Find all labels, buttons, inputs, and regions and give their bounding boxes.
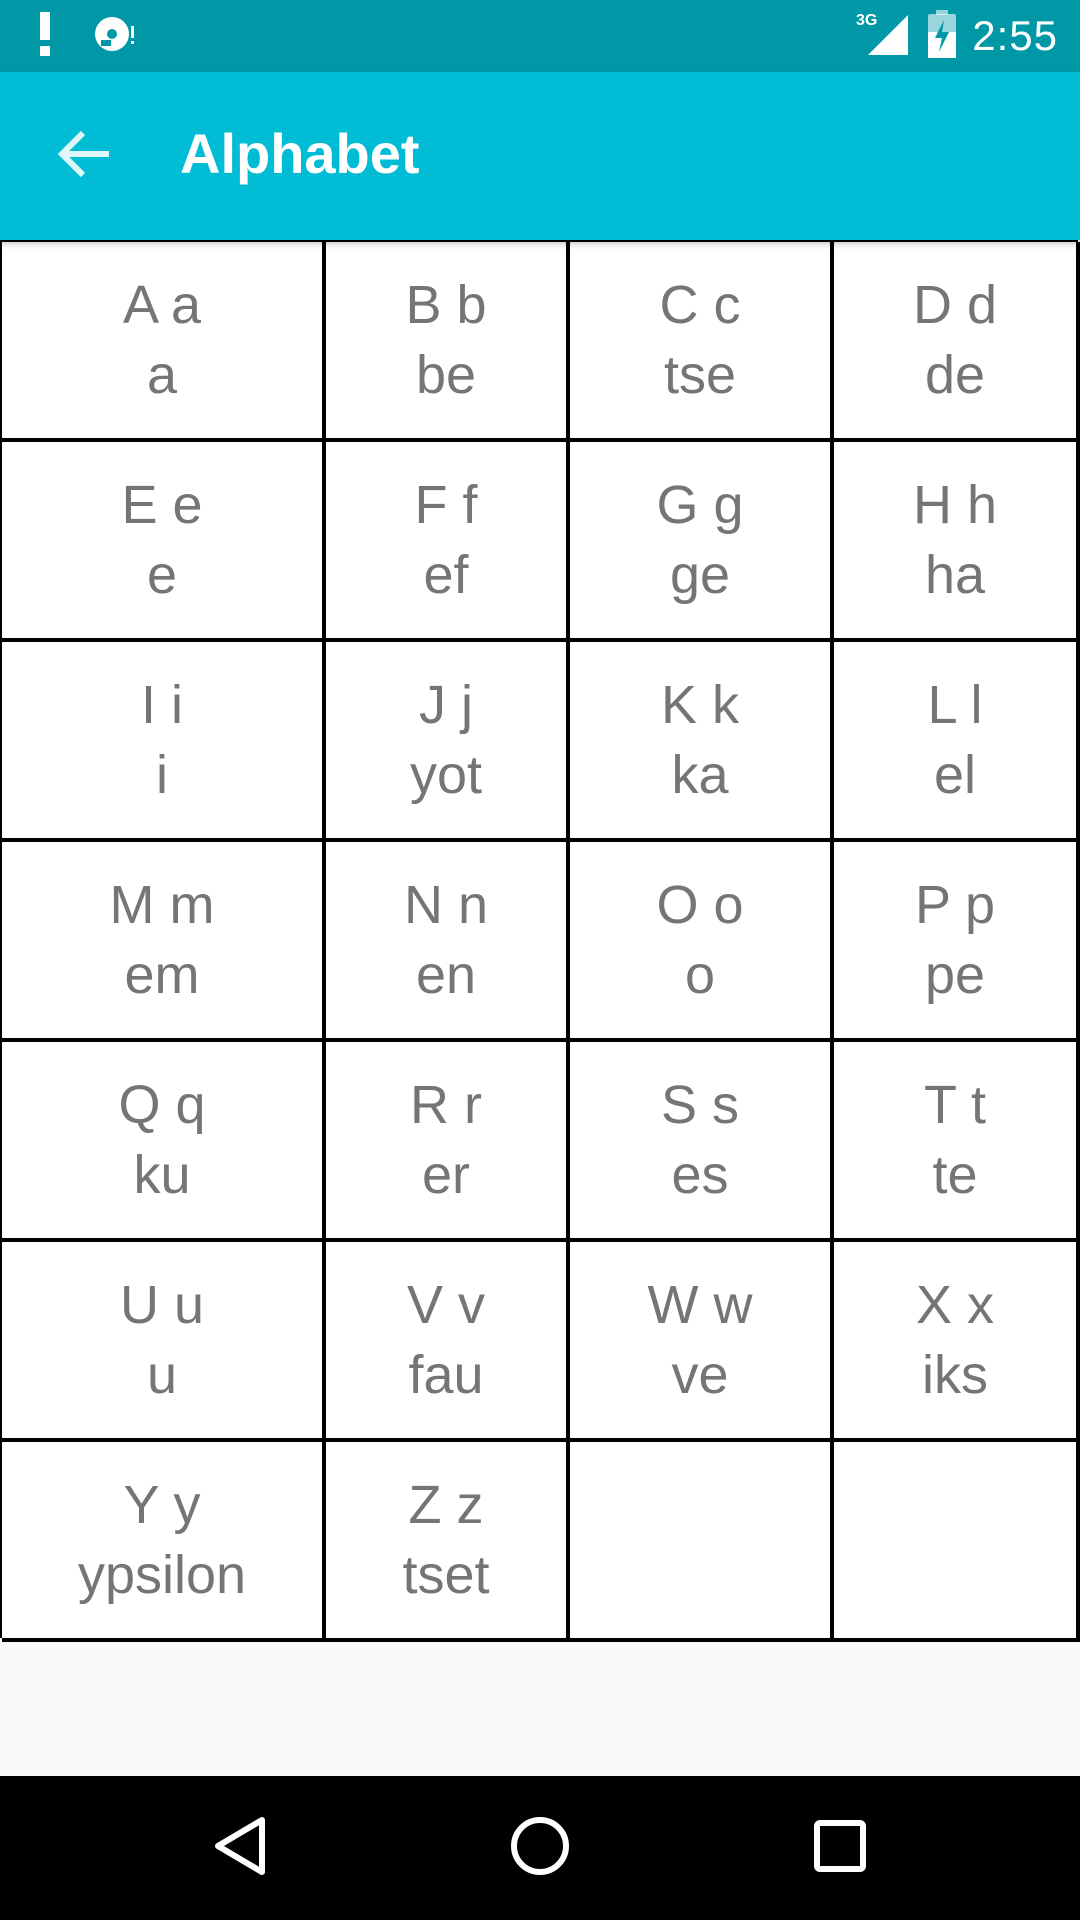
letter-name: ka — [671, 745, 729, 805]
letter-name: er — [421, 1145, 470, 1205]
letter-cell-x[interactable] — [834, 1242, 1080, 1442]
letter-pair: M m — [109, 875, 215, 935]
letter-pair: E e — [121, 475, 203, 535]
letter-pair: V v — [406, 1275, 486, 1335]
letter-name: yot — [409, 745, 483, 805]
app-bar — [0, 72, 1080, 240]
letter-pair: P p — [914, 875, 996, 935]
letter-cell-k[interactable] — [570, 642, 834, 842]
letter-cell-p[interactable] — [834, 842, 1080, 1042]
letter-pair: H h — [912, 475, 998, 535]
status-clock: 2:55 — [972, 12, 1058, 59]
letter-pair: F f — [414, 475, 478, 535]
letter-pair: Q q — [118, 1075, 206, 1135]
nav-back-button[interactable] — [200, 1808, 280, 1888]
letter-cell-a[interactable] — [2, 242, 326, 442]
signal-3g-icon — [856, 11, 912, 62]
letter-name: ge — [669, 545, 731, 605]
letter-pair: A a — [122, 275, 202, 335]
letter-pair: L l — [927, 675, 983, 735]
nav-recents-icon — [812, 1818, 868, 1879]
navigation-bar — [0, 1776, 1080, 1920]
letter-pair: X x — [915, 1275, 995, 1335]
nav-recents-button[interactable] — [800, 1808, 880, 1888]
letter-name: ku — [133, 1145, 191, 1205]
letter-name: ha — [924, 545, 986, 605]
letter-name: ypsilon — [77, 1545, 247, 1605]
letter-pair: S s — [660, 1075, 740, 1135]
letter-pair: K k — [660, 675, 740, 735]
letter-name: u — [146, 1345, 178, 1405]
letter-name: ef — [423, 545, 469, 605]
letter-name: e — [146, 545, 178, 605]
letter-pair: J j — [419, 675, 473, 735]
letter-pair: Z z — [408, 1475, 484, 1535]
letter-name: ve — [671, 1345, 729, 1405]
letter-cell-r[interactable] — [326, 1042, 570, 1242]
empty-cell — [834, 1442, 1080, 1642]
letter-pair: U u — [119, 1275, 205, 1335]
empty-cell — [570, 1442, 834, 1642]
letter-cell-d[interactable] — [834, 242, 1080, 442]
letter-cell-z[interactable] — [326, 1442, 570, 1642]
letter-pair: T t — [923, 1075, 986, 1135]
alert-icon — [38, 12, 52, 61]
letter-pair: Y y — [123, 1475, 201, 1535]
letter-cell-y[interactable] — [2, 1442, 326, 1642]
battery-charging-icon — [926, 10, 958, 63]
letter-pair: B b — [405, 275, 487, 335]
letter-cell-b[interactable] — [326, 242, 570, 442]
letter-name: pe — [924, 945, 986, 1005]
letter-name: tse — [663, 345, 737, 405]
letter-name: te — [932, 1145, 978, 1205]
letter-cell-v[interactable] — [326, 1242, 570, 1442]
letter-name: o — [684, 945, 716, 1005]
letter-pair: W w — [647, 1275, 753, 1335]
letter-cell-l[interactable] — [834, 642, 1080, 842]
letter-cell-n[interactable] — [326, 842, 570, 1042]
letter-pair: C c — [659, 275, 741, 335]
letter-cell-c[interactable] — [570, 242, 834, 442]
letter-cell-e[interactable] — [2, 442, 326, 642]
letter-name: i — [156, 745, 168, 805]
letter-cell-s[interactable] — [570, 1042, 834, 1242]
letter-name: es — [671, 1145, 729, 1205]
letter-pair: I i — [140, 675, 183, 735]
nav-home-button[interactable] — [500, 1808, 580, 1888]
letter-pair: O o — [656, 875, 744, 935]
letter-pair: N n — [403, 875, 489, 935]
page-title: Alphabet — [180, 122, 420, 185]
letter-cell-j[interactable] — [326, 642, 570, 842]
letter-pair: R r — [410, 1075, 482, 1135]
letter-name: el — [933, 745, 977, 805]
nav-home-icon — [508, 1814, 572, 1883]
letter-cell-h[interactable] — [834, 442, 1080, 642]
letter-cell-f[interactable] — [326, 442, 570, 642]
letter-name: be — [415, 345, 477, 405]
letter-cell-g[interactable] — [570, 442, 834, 642]
letter-name: de — [924, 345, 986, 405]
letter-cell-i[interactable] — [2, 642, 326, 842]
disc-icon — [92, 14, 138, 59]
letter-name: iks — [922, 1345, 988, 1405]
letter-cell-t[interactable] — [834, 1042, 1080, 1242]
letter-name: a — [146, 345, 178, 405]
letter-name: tset — [402, 1545, 490, 1605]
letter-cell-w[interactable] — [570, 1242, 834, 1442]
alphabet-grid — [0, 240, 1078, 1638]
network-label: 3G — [856, 11, 878, 29]
letter-pair: G g — [656, 475, 744, 535]
status-bar-left — [38, 10, 138, 62]
nav-back-icon — [210, 1814, 270, 1883]
status-bar — [0, 0, 1080, 72]
back-button[interactable] — [44, 116, 124, 196]
letter-name: en — [415, 945, 477, 1005]
arrow-back-icon — [57, 130, 111, 183]
letter-name: em — [124, 945, 200, 1005]
letter-cell-o[interactable] — [570, 842, 834, 1042]
status-bar-right — [856, 10, 1058, 62]
letter-cell-u[interactable] — [2, 1242, 326, 1442]
letter-pair: D d — [912, 275, 998, 335]
letter-name: fau — [408, 1345, 484, 1405]
letter-cell-m[interactable] — [2, 842, 326, 1042]
letter-cell-q[interactable] — [2, 1042, 326, 1242]
